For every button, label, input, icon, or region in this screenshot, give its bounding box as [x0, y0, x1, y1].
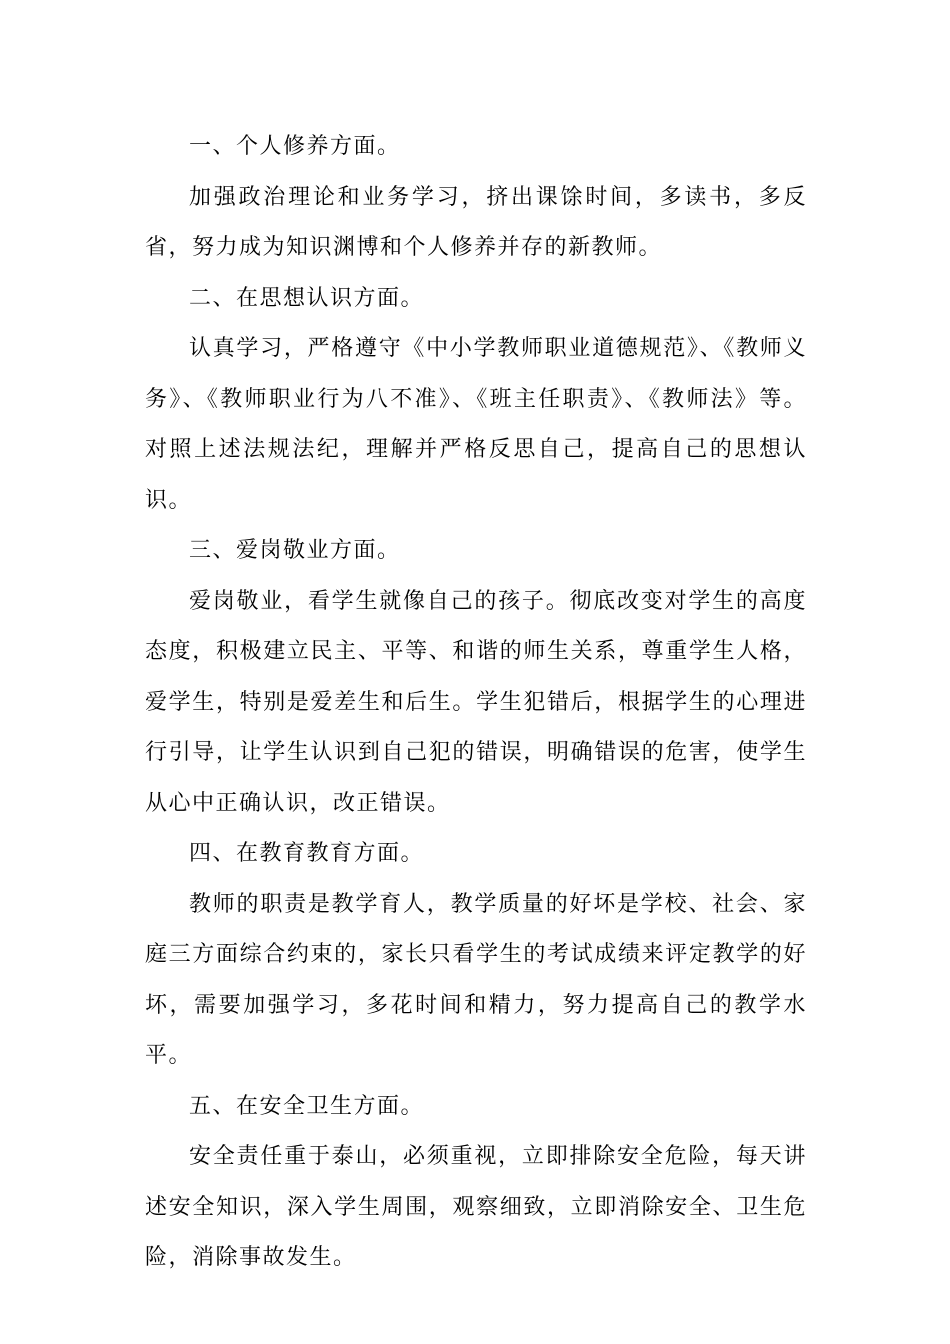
section-heading-education: 四、在教育教育方面。 [189, 841, 425, 866]
paragraph-ideological-understanding: 认真学习，严格遵守《中小学教师职业道德规范》、《教师义务》、《教师职业行为八不准》、《班主任职责》、《教师法》等。对照上述法规法纪，理解并严格反思自己，提高自己的思想认识。 [145, 336, 807, 513]
document-body [145, 122, 807, 1284]
paragraph-dedication: 爱岗敬业，看学生就像自己的孩子。彻底改变对学生的高度态度，积极建立民主、平等、和谐的师生关系，尊重学生人格，爱学生，特别是爱差生和后生。学生犯错后，根据学生的心理进行引导，让学生认识到自己犯的错误，明确错误的危害，使学生从心中正确认识，改正错误。 [145, 588, 807, 816]
section-heading-dedication: 三、爱岗敬业方面。 [189, 538, 401, 563]
paragraph-education: 教师的职责是教学育人，教学质量的好坏是学校、社会、家庭三方面综合约束的，家长只看学生的考试成绩来评定教学的好坏，需要加强学习，多花时间和精力，努力提高自己的教学水平。 [145, 891, 807, 1068]
section-heading-personal-cultivation: 一、个人修养方面。 [189, 134, 401, 159]
paragraph-safety-hygiene: 安全责任重于泰山，必须重视，立即排除安全危险，每天讲述安全知识，深入学生周围，观察细致，立即消除安全、卫生危险，消除事故发生。 [145, 1144, 807, 1270]
section-heading-safety-hygiene: 五、在安全卫生方面。 [189, 1093, 425, 1119]
section-heading-ideological-understanding: 二、在思想认识方面。 [189, 285, 425, 311]
paragraph-personal-cultivation: 加强政治理论和业务学习，挤出课馀时间，多读书，多反省，努力成为知识渊博和个人修养并存的新教师。 [145, 184, 807, 260]
